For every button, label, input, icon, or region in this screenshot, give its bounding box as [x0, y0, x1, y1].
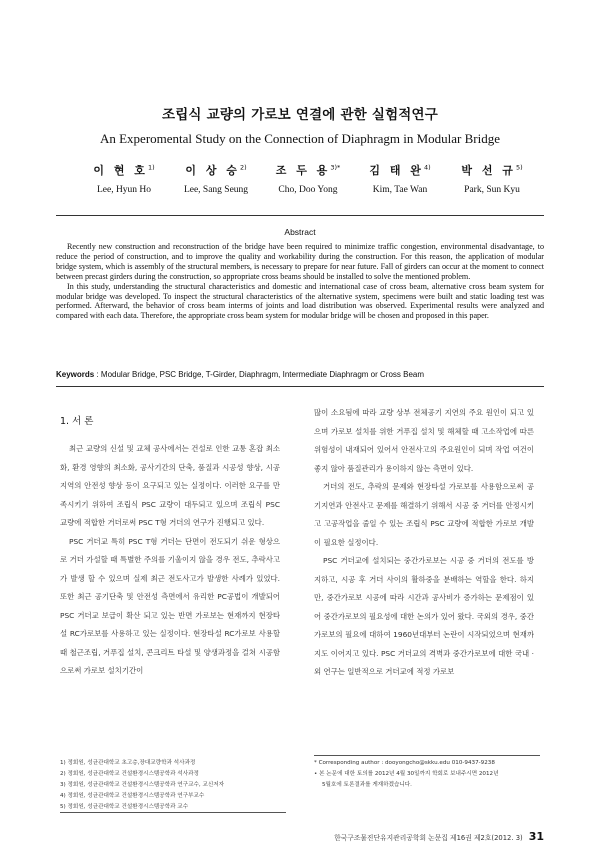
author-name-english: Cho, Doo Yong [278, 185, 338, 195]
body-paragraph: 최근 교량의 신설 및 교체 공사에서는 건설로 인한 교통 혼잡 최소화, 환경 영향의 최소화, 공사기간의 단축, 품질과 시공성 향상, 시공 지역의 안전성 향상 등이 요구되고 있는 실정이다. 이러한 요구를 만족시키기 위하여 조립식 PSC 교량이 대두되고 있으며 조립식 PSC 교량에 적합한 거더로써 PSC T형 거더의 연구가 진행되고 있다. [60, 444, 280, 527]
footnote-line: 3) 정회원, 성균관대학교 건설환경시스템공학과 연구교수, 교신저자 [60, 782, 225, 788]
footnote-line: 1) 정회원, 성균관대학교 초고층,장대교량학과 석사과정 [60, 760, 196, 766]
author-1 [78, 162, 170, 195]
corresponding-author-note: * Corresponding author : dooyongcho@skku.edu 010-9437-9238 [314, 760, 495, 766]
keywords-text: : Modular Bridge, PSC Bridge, T-Girder, Diaphragm, Intermediate Diaphragm or Cross Beam [96, 370, 425, 379]
body-column-left [60, 413, 280, 681]
footnote-line: 2) 정회원, 성균관대학교 건설환경시스템공학과 석사과정 [60, 771, 199, 777]
affiliation-mark: 5) [515, 163, 523, 172]
correspondence-footnotes [314, 758, 540, 791]
affiliation-footnotes [60, 758, 286, 813]
affiliation-mark: 4) [423, 163, 431, 172]
abstract-bottom-rule [56, 386, 544, 387]
author-name-korean: 이 현 호$^{1)}$ [93, 163, 155, 177]
abstract-body [56, 242, 544, 321]
footnote-line: 4) 정회원, 성균관대학교 건설환경시스템공학과 연구부교수 [60, 793, 205, 799]
author-3 [262, 162, 354, 195]
author-4 [354, 162, 446, 195]
body-paragraph: 많이 소요됨에 따라 교량 상부 전체공기 지연의 주요 원인이 되고 있으며 가로보 설치를 위한 거푸집 설치 및 해체할 때 고소작업에 따른 위험성이 내재되어 있어서 안전사고의 주요원인이 되며 작업 여건이 좋지 않아 품질관리가 용이하지 않는 측면이 있다. [314, 408, 534, 473]
body-paragraph: 거더의 전도, 추락의 문제와 현장타설 가로보를 사용함으로써 공기지연과 안전사고 문제를 해결하기 위해서 시공 중 거더를 안정시키고 고공작업을 줄일 수 있는 조립식 PSC 교량에 적합한 가로보 개발이 필요한 실정이다. [314, 482, 534, 547]
author-name-english: Lee, Hyun Ho [96, 185, 152, 195]
affiliation-mark: 2) [239, 163, 247, 172]
abstract-paragraph: In this study, understanding the structural characteristics and domestic and international case of cross beam, alternative cross beam system for modular bridge was developed. To inspect the structural characteristics of the alternative system, specimens were built and static loading test was performed. Afterward, the behavior of cross beam interms of joints and load distribution was observed. Experimental results were analyzed and compared with each data. Therefore, the appropriate cross beam system for modular bridge will be chosen and proposed in this paper. [56, 281, 544, 321]
paper-title-english: An Experomental Study on the Connection of Diaphragm in Modular Bridge [99, 131, 501, 146]
paper-title-korean: 조립식 교량의 가로보 연결에 관한 실험적연구 [161, 107, 439, 123]
author-name-korean: 김 태 완$^{4)}$ [369, 163, 431, 177]
body-paragraph: PSC 거더교 특히 PSC T형 거더는 단면이 전도되기 쉬운 형상으로 거더 가설할 때 특별한 주의를 기울이지 않을 경우 전도, 추락사고가 발생 할 수 있으며 실제 최근 전도사고가 발생한 사례가 있었다. 또한 최근 공기단축 및 안전성 측면에서 유리한 PC공법이 개발되어 PSC 거더교 보급이 확산 되고 있는 반면 가로보는 현재까지 현장타설 RC가로보를 사용하고 있는 실정이다. 현장타설 RC가로보 사용할 때 철근조립, 거푸집 설치, 콘크리트 타설 및 양생과정을 걸쳐 시공함으로써 가로보 설치기간이 [60, 536, 280, 675]
abstract-top-rule [56, 215, 544, 216]
discussion-note: 5월호에 토론결과를 게재하겠습니다. [322, 782, 412, 788]
journal-citation: 한국구조물진단유지관리공학회 논문집 제16권 제2호(2012. 3) [334, 834, 523, 842]
author-name-english: Park, Sun Kyu [464, 185, 520, 195]
keywords-line [56, 370, 544, 379]
affiliation-mark: 3)* [330, 163, 341, 172]
keywords-label: Keywords [56, 370, 95, 379]
author-5 [446, 162, 538, 195]
author-name-korean: 조 두 용$^{3)*}$ [275, 163, 341, 177]
author-name-korean: 박 선 규$^{5)}$ [461, 163, 523, 177]
abstract-heading: Abstract [284, 227, 316, 237]
author-list [78, 162, 538, 195]
section-heading: 1. 서 론 [60, 416, 94, 427]
author-name-english: Lee, Sang Seung [183, 185, 249, 195]
footnote-line: 5) 정회원, 성균관대학교 건설환경시스템공학과 교수 [60, 804, 189, 810]
author-name-english: Kim, Tae Wan [372, 185, 428, 195]
author-name-korean: 이 상 승$^{2)}$ [185, 163, 247, 177]
body-column-right [314, 404, 534, 682]
abstract-paragraph: Recently new construction and reconstruction of the bridge have been required to minimize traffic congestion, environmental disadvantage, to reduce the period of construction, and to improve the quality and workability during the construction. For this reason, the application of modular bridge system, which is assembly of the structural members, is necessary to prepare for near future. Fall of girders can occur at the moment to connect between precast girders during the construction, so appropriate cross beams should be installed to solve the mentioned problem. [56, 242, 544, 281]
affiliation-mark: 1) [147, 163, 155, 172]
author-2 [170, 162, 262, 195]
body-paragraph: PSC 거더교에 설치되는 중간가로보는 시공 중 거더의 전도를 방지하고, 시공 후 거더 사이의 활하중을 분배하는 역할을 한다. 하지만, 중간가로보 시공에 따라 시간과 공사비가 증가하는 문제점이 있어 중간가로보의 필요성에 대한 논의가 있어 왔다. 국외의 경우, 중간가로보의 필요에 대하여 1960년대부터 논란이 시작되었으며 현재까지도 이어지고 있다. PSC 거더교의 격벽과 중간가로보에 대한 국내 · 외 연구는 일반적으로 거더교에 적정 가로보 [314, 556, 534, 676]
journal-footer [320, 830, 544, 843]
footnote-rule-right [314, 755, 540, 756]
discussion-note: • 본 논문에 대한 토의를 2012년 4월 30일까지 학회로 보내주시면 2012년 [314, 771, 499, 777]
page-number: 31 [528, 830, 544, 843]
